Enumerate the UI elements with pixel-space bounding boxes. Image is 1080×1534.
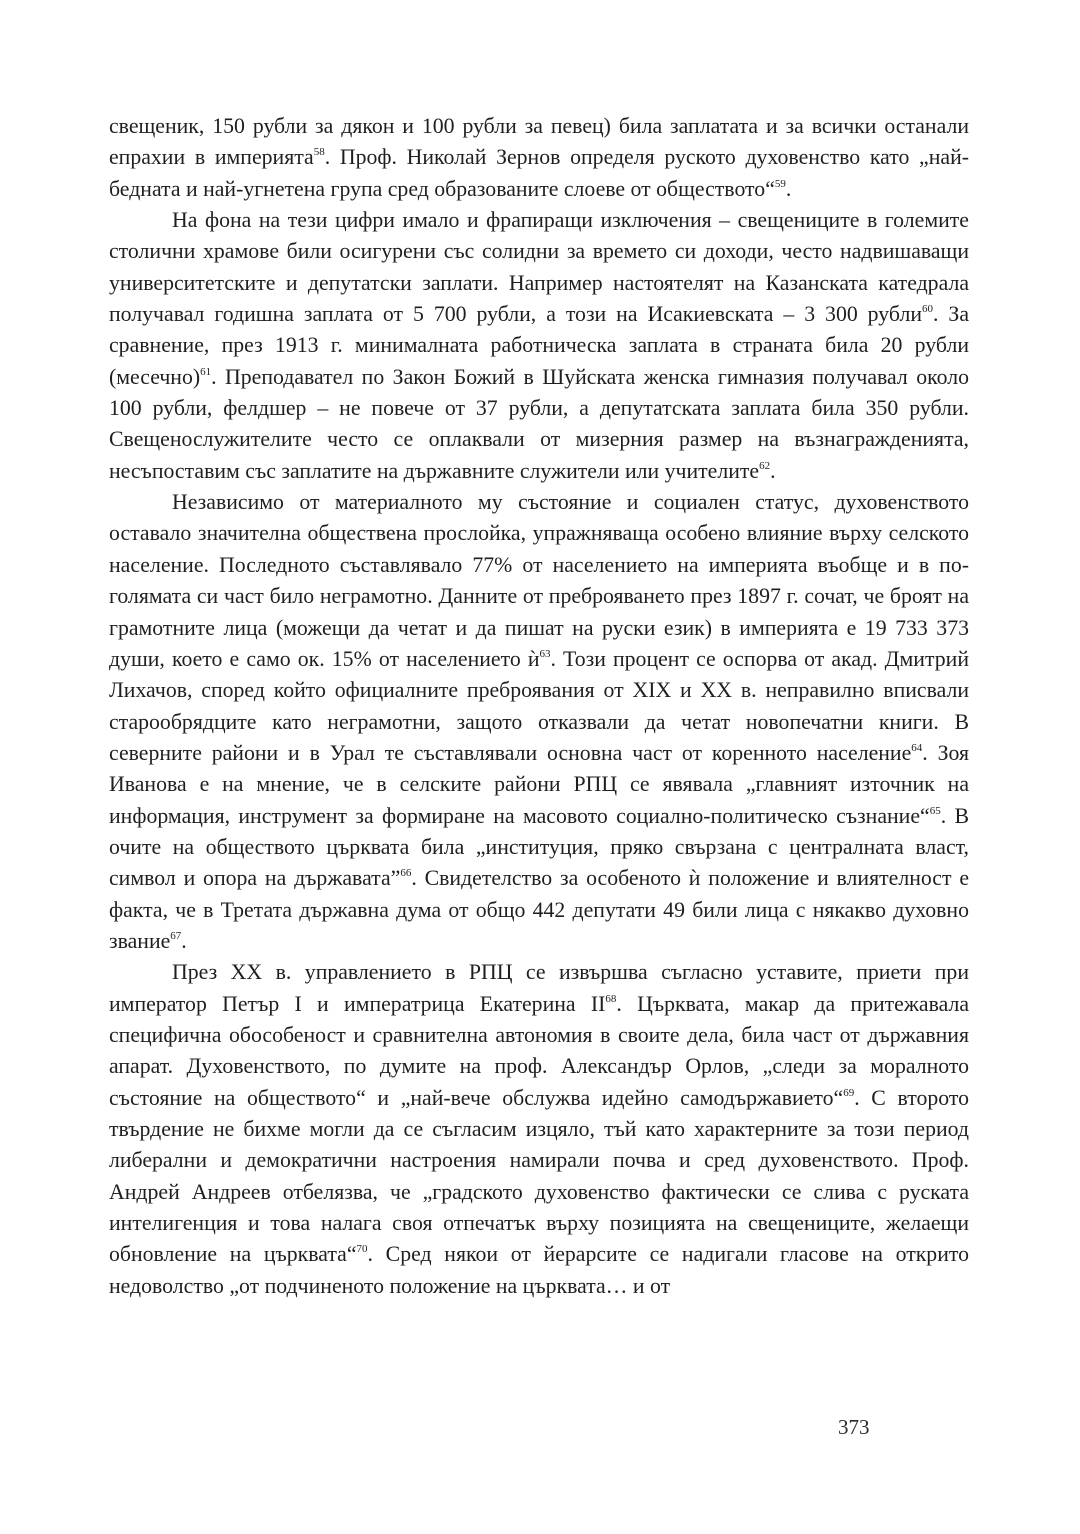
footnote-ref: 60 (922, 303, 933, 316)
footnote-ref: 70 (356, 1243, 368, 1256)
footnote-ref: 63 (539, 647, 551, 660)
text-run: . Зоя Иванова е на мнение, че в селските райони РПЦ се явявала „главният източник на информация, инструмент за формиране на масовото социално-политическо съзнание“ (109, 740, 969, 828)
text-run: . С второто твърдение не бихме могли да се съгласим изцяло, тъй като характерните за този период либерални и демократични настроения намирали почва и сред духовенството. Проф. Андрей Андреев отбелязва, че „градското духовенство фактически се слива с руската интелигенция и това налага своя отпечатък върху позицията на свещениците, желаещи обновление на църквата“ (109, 1085, 969, 1267)
text-run: . Проф. Николай Зернов определя руското духовенство като „най-бедната и най-угнетена група сред образованите слоеве от обществото“ (109, 145, 969, 201)
text-run: Независимо от материалното му състояние и социален статус, духовенството оставало значителна обществена прослойка, упражняваща особено влияние върху селското население. Последното съставлявало 77% от населението на империята въобще и в по-голямата си част било неграмотно. Данните от преброяването през 1897 г. сочат, че броят на грамотните лица (можещи да четат и да пишат на руски език) в империята е 19 733 373 души, което е само ок. 15% от населението ѝ (109, 490, 969, 671)
footnote-ref: 65 (929, 804, 941, 817)
paragraph-3 (109, 487, 969, 957)
text-run: На фона на тези цифри имало и фрапиращи изключения – свещениците в големите столични храмове били осигурени със солидни за времето си доходи, често надвишаващи университетските и депутатски заплати. Например настоятелят на Казанската катедрала получавал годишна заплата от 5 700 рубли, а този на Исакиевската – 3 300 рубли (109, 208, 969, 327)
footnote-ref: 58 (313, 146, 325, 159)
page-number: 373 (838, 1415, 870, 1439)
footnote-ref: 61 (200, 365, 212, 378)
text-run: . Преподавател по Закон Божий в Шуйската женска гимназия получавал около 100 рубли, фелдшер – не повече от 37 рубли, а депутатската заплата била 350 рубли. Свещенослужителите често се оплаквали от мизерния размер на възнагражденията, несъпоставим със заплатите на държавните служители или учителите (109, 364, 969, 483)
footnote-ref: 59 (774, 177, 786, 190)
text-run: . (770, 458, 776, 483)
text-run: . Свидетелство за особеното ѝ положение и влиятелност е факта, че в Третата държавна дума от общо 442 депутати 49 били лица с някакво духовно звание (109, 866, 969, 953)
footnote-ref: 68 (605, 992, 617, 1005)
paragraph-4 (109, 957, 969, 1302)
text-run: . (785, 176, 792, 201)
text-run: . За сравнение, през 1913 г. минималната работническа заплата в страната била 20 рубли (месечно) (109, 302, 969, 389)
paragraph-2 (109, 205, 969, 487)
footnote-ref: 67 (170, 929, 182, 942)
paragraph-1 (109, 111, 969, 205)
text-run: . Църквата, макар да притежавала специфична обособеност и сравнителна автономия в своите дела, била част от държавния апарат. Духовенството, по думите на проф. Александър Орлов, „следи за моралното състояние на обществото“ и „най-вече обслужва идейно самодържавието“ (109, 991, 970, 1110)
text-run: . Сред някои от йерарсите се надигали гласове на открито недоволство „от подчиненото положение на църквата… и от (109, 1242, 970, 1298)
text-run: . Този процент се оспорва от акад. Дмитрий Лихачов, според който официалните преброявания от XIX и XX в. неправилно вписвали старообрядците като неграмотни, защото отказвали да четат новопечатни книги. В северните райони и в Урал те съставлявали основна част от коренното население (109, 646, 969, 765)
footnote-ref: 64 (911, 741, 923, 754)
footnote-ref: 66 (400, 867, 412, 880)
text-run: . (181, 928, 187, 953)
text-run: . В очите на обществото църквата била „институция, пряко свързана с централната власт, символ и опора на държавата” (109, 803, 970, 891)
footnote-ref: 62 (759, 459, 771, 472)
text-run: През XX в. управлението в РПЦ се извършва съгласно уставите, приети при император Петър I и императрица Екатерина II (109, 960, 969, 1016)
text-run: свещеник, 150 рубли за дякон и 100 рубли за певец) била заплатата и за всички останали епрахии в империята (109, 114, 969, 170)
footnote-ref: 69 (843, 1086, 855, 1099)
body-text (109, 111, 969, 1302)
